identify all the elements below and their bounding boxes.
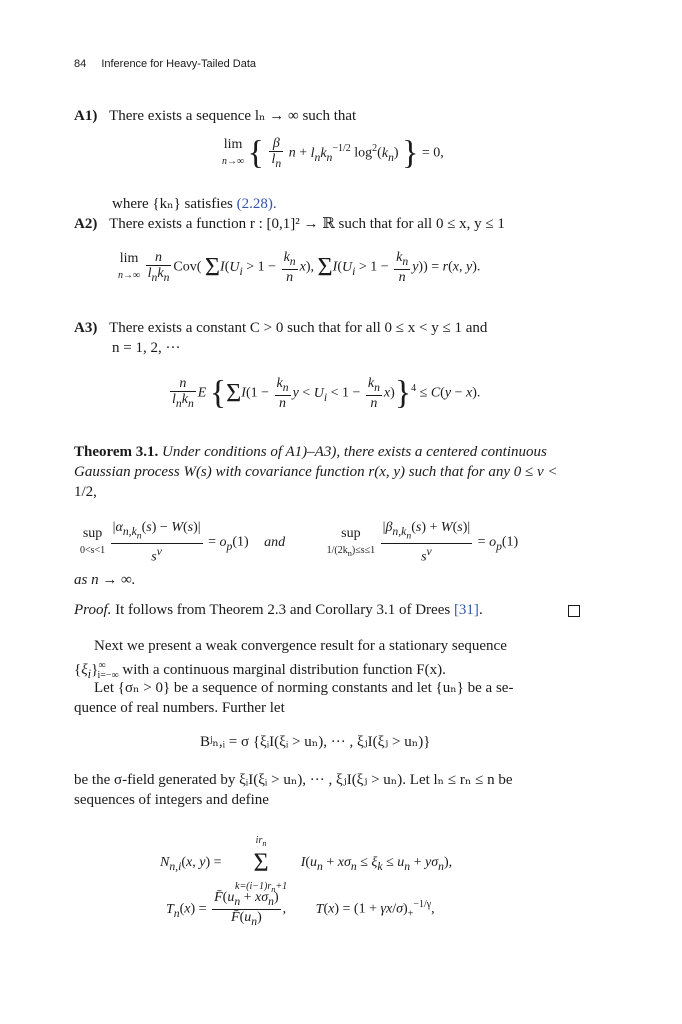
theorem-3-1 bbox=[74, 442, 584, 462]
T-definition-equation: $T_n(x)$ = $\frac{F̄(u_n + x\sigma_n)}{F̄(u_n)}$ , $T(x) = (1 + \gamma x/\sigma)_+^{-1/\gamma}$, bbox=[166, 890, 435, 928]
qed-icon bbox=[568, 604, 580, 622]
theorem-statement-line3: 1/2, bbox=[74, 484, 97, 500]
paragraph-3-line2: sequences of integers and define bbox=[74, 792, 269, 808]
theorem-equation: sup 0<s<1 $\frac{|\alpha_{n,k_n}(s) - W(s)|}{s^\nu}$ = $o_p(1)$ and sup $1/(2k_n)\le s\le 1$ $\frac{|\beta_{n,k_n}(s) + W(s)|}{s^\nu}$ = $o_p(1)$ bbox=[80, 520, 519, 565]
assumption-a1 bbox=[74, 106, 356, 126]
theorem-statement: Under conditions of A1)–A3), there exists a centered continuous bbox=[162, 444, 547, 460]
running-title: Inference for Heavy-Tailed Data bbox=[101, 58, 256, 70]
page-number: 84 bbox=[74, 58, 87, 70]
paragraph-3: be the σ-field generated by ξᵢI(ξᵢ > uₙ), ··· , ξⱼI(ξⱼ > uₙ). Let lₙ ≤ rₙ ≤ n be bbox=[74, 772, 513, 788]
equation-a1: lim n→∞ { $\frac{\beta}{l_n}$ $n + l_nk_n^{-1/2}$ $\log^2(k_n)$ } = 0, bbox=[222, 134, 444, 172]
equation-a3: $\frac{n}{l_nk_n}$ E {ΣI(1 − $\frac{k_n}{n}$ $y < U_i < 1$ − $\frac{k_n}{n}$ x)}$^4$ ≤ C(y − x). bbox=[172, 374, 481, 412]
paragraph-1-line2: $\{\xi_i\}^\infty_{i=-\infty}$ with a continuous marginal distribution function F(x). bbox=[74, 660, 446, 681]
assumption-a2 bbox=[74, 214, 505, 234]
proof: Proof. It follows from Theorem 2.3 and Corollary 3.1 of Drees [31]. bbox=[74, 602, 483, 618]
running-header bbox=[74, 58, 256, 70]
paragraph-2: Let {σₙ > 0} be a sequence of norming constants and let {uₙ} be a se- bbox=[94, 680, 514, 696]
assumption-label: A2) bbox=[74, 216, 98, 232]
assumption-label: A1) bbox=[74, 108, 98, 124]
a1-where-line: where {kₙ} satisfies (2.28). bbox=[112, 196, 277, 212]
citation-link[interactable]: [31] bbox=[453, 602, 479, 618]
equation-a2: lim n→∞ $\frac{n}{l_nk_n}$ Cov( $\Sigma I(U_i > 1$ − $\frac{k_n}{n}$ x), $\Sigma I(U_i > 1$ − $\frac{k_n}{n}$ y)) = r(x, y). bbox=[118, 250, 481, 285]
theorem-asymptotic-note: as n → ∞. bbox=[74, 572, 136, 588]
sigma-field-equation: Bʲₙ,ᵢ = σ {ξᵢI(ξᵢ > uₙ), ··· , ξⱼI(ξⱼ > uₙ)} bbox=[200, 734, 431, 750]
assumption-label: A3) bbox=[74, 320, 98, 336]
assumption-text: There exists a constant C > 0 such that for all 0 ≤ x < y ≤ 1 and bbox=[109, 320, 488, 336]
N-definition-equation: $N_{n,i}(x$, $y) = ir_n$ Σ $k=(i-1)r_n+1$ $I(u_n + x\sigma_n \le \xi_k \le u_n + y\sigma_n)$, bbox=[160, 835, 453, 894]
theorem-statement-line2: Gaussian process W(s) with covariance function r(x, y) such that for any 0 ≤ ν < bbox=[74, 464, 558, 480]
paragraph-2-line2: quence of real numbers. Further let bbox=[74, 700, 285, 716]
assumption-text: There exists a function r : [0,1]² → ℝ such that for all 0 ≤ x, y ≤ 1 bbox=[109, 216, 505, 232]
equation-reference-link[interactable]: (2.28). bbox=[236, 196, 277, 212]
and-word: and bbox=[264, 534, 286, 550]
assumption-a3 bbox=[74, 318, 584, 338]
proof-label: Proof. bbox=[74, 602, 112, 618]
assumption-a3-line2: n = 1, 2, ··· bbox=[112, 340, 181, 356]
assumption-text: There exists a sequence lₙ → ∞ such that bbox=[109, 108, 357, 124]
paragraph-1: Next we present a weak convergence result for a stationary sequence bbox=[94, 638, 507, 654]
theorem-label: Theorem 3.1. bbox=[74, 444, 159, 460]
